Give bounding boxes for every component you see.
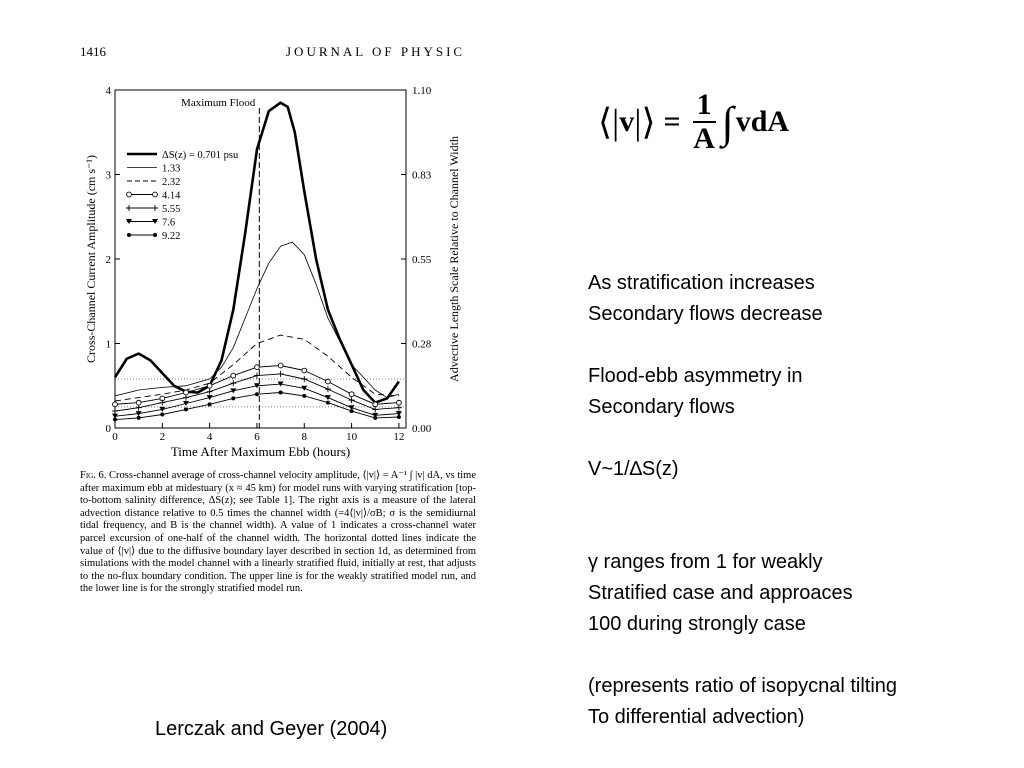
y-tick-label: 1 [105, 338, 111, 351]
series-point [349, 392, 354, 397]
series-point [373, 402, 378, 407]
series-point [231, 373, 236, 378]
equation-numerator: 1 [693, 89, 716, 123]
series-point [208, 402, 212, 406]
series-point [112, 408, 118, 414]
series-point [184, 407, 188, 411]
series-point [159, 400, 165, 406]
series-point [136, 400, 141, 405]
series-point [230, 380, 236, 386]
x-tick-label: 10 [346, 431, 358, 443]
notes-line: Stratified case and approaces [588, 582, 853, 604]
legend-marker [127, 192, 132, 197]
notes-line: As stratification increases [588, 272, 815, 294]
x-tick-label: 4 [206, 431, 213, 443]
y2-tick-label: 1.10 [412, 85, 432, 97]
series-point [278, 363, 283, 368]
series-point [396, 405, 402, 411]
equation-equals: = [663, 105, 681, 138]
equation-fraction [693, 89, 716, 155]
series-line [115, 384, 399, 416]
y-tick-label: 2 [105, 254, 111, 266]
x-tick-label: 0 [112, 431, 118, 443]
series-point [207, 383, 212, 388]
series-point [302, 368, 307, 373]
figure-chart [78, 80, 478, 470]
legend-label: 7.6 [162, 217, 176, 229]
series-point [278, 371, 284, 377]
notes-line: Secondary flows [588, 396, 735, 418]
legend-marker [153, 192, 158, 197]
series-point [350, 409, 354, 413]
series-point [397, 415, 401, 419]
series-point [184, 390, 189, 395]
notes-spacer [588, 423, 897, 454]
legend-label: 4.14 [162, 190, 181, 202]
series-point [183, 401, 189, 406]
notes-spacer [588, 485, 897, 516]
y2-tick-label: 0.28 [412, 338, 432, 351]
notes-spacer [588, 330, 897, 361]
notes-line: Secondary flows decrease [588, 303, 823, 325]
legend-label: ΔS(z) = 0.701 psu [162, 150, 239, 161]
x-axis-label: Time After Maximum Ebb (hours) [170, 444, 351, 459]
notes-spacer [588, 516, 897, 547]
right-angle-bracket: |⟩ [634, 102, 656, 142]
series-point [372, 406, 378, 412]
y-tick-label: 4 [105, 85, 111, 97]
x-tick-label: 8 [301, 431, 308, 443]
series-point [230, 388, 236, 393]
journal-title: JOURNAL OF PHYSIC [286, 44, 466, 59]
notes-line: V~1/∆S(z) [588, 458, 679, 480]
y-tick-label: 0 [105, 423, 111, 435]
legend-label: 2.32 [162, 177, 181, 188]
slide-notes [588, 268, 897, 733]
notes-spacer [588, 640, 897, 671]
legend-marker [126, 205, 132, 211]
legend-label: 9.22 [162, 231, 181, 242]
equation-lhs: v [619, 105, 635, 138]
caption-text: Cross-channel average of cross-channel velocity amplitude, ⟨|v|⟩ = A⁻¹ ∫ |v| dA, vs time after maximum ebb at midestuary (x ≈ 45 km) for model runs with varying stratification [top-to-bottom salinity difference, ΔS(z); see Table 1]. The right axis is a measure of the lateral advection distance relative to 0.5 times the channel width (=4⟨|v|⟩/σB; σ is the semidiurnal tidal frequency, and B is the channel width). A value of 1 indicates a cross-channel water parcel excursion of one-half of the channel width. The horizontal dotted lines indicate the value of ⟨|v|⟩ due to the diffusive boundary layer described in section 1d, as determined from simulations with the model channel with a linearly stratified fluid, initially at rest, that adjusts to the no-flux boundary condition. The upper line is for the weakly stratified model run, and the lower line is for the strongly stratified model run. [80, 470, 476, 595]
y2-tick-label: 0.83 [412, 169, 432, 182]
series-point [231, 396, 235, 400]
series-point [160, 412, 164, 416]
series-point [301, 376, 307, 382]
series-point [325, 386, 331, 392]
left-angle-bracket: ⟨| [598, 102, 620, 142]
series-point [137, 416, 141, 420]
notes-line: Flood-ebb asymmetry in [588, 365, 803, 387]
legend-marker [153, 233, 157, 237]
integral-sign: ∫ [721, 97, 734, 147]
series-point [397, 400, 402, 405]
series-point [326, 379, 331, 384]
series-point [113, 418, 117, 422]
series-point [255, 365, 260, 370]
y2-tick-label: 0.55 [412, 254, 432, 266]
legend-marker [152, 205, 158, 211]
series-point [325, 395, 331, 400]
page-number: 1416 [80, 44, 106, 59]
legend-label: 1.33 [162, 163, 181, 175]
series-point [349, 397, 355, 403]
x-tick-label: 6 [254, 431, 260, 443]
x-tick-label: 2 [159, 431, 166, 443]
series-point [302, 394, 306, 398]
y-axis-label: Cross-Channel Current Amplitude (cm s⁻¹) [84, 155, 98, 363]
series-point [207, 395, 213, 400]
series-line [115, 103, 399, 403]
notes-line: To differential advection) [588, 706, 805, 728]
figure-caption [80, 470, 476, 596]
equation-integrand: vdA [735, 105, 790, 138]
series-point [255, 392, 259, 396]
series-point [207, 389, 213, 395]
series-point [136, 405, 142, 411]
legend-label: 5.55 [162, 204, 181, 215]
mean-velocity-equation [598, 82, 789, 162]
notes-line: γ ranges from 1 for weakly [588, 551, 823, 573]
series-point [279, 391, 283, 395]
notes-line: 100 during strongly case [588, 613, 806, 635]
citation: Lerczak and Geyer (2004) [155, 718, 388, 740]
series-point [183, 395, 189, 401]
equation-denominator: A [693, 122, 715, 155]
y2-tick-label: 0.00 [412, 423, 432, 435]
x-tick-label: 12 [393, 431, 405, 443]
series-point [373, 416, 377, 420]
caption-lead: Fig. 6. [80, 470, 107, 481]
y2-axis-label: Advective Length Scale Relative to Channel Width [447, 136, 461, 382]
series-point [113, 402, 118, 407]
y-tick-label: 3 [105, 169, 111, 182]
max-flood-label: Maximum Flood [181, 97, 256, 109]
series-point [326, 401, 330, 405]
notes-line: (represents ratio of isopycnal tilting [588, 675, 898, 697]
legend-marker [127, 233, 131, 237]
